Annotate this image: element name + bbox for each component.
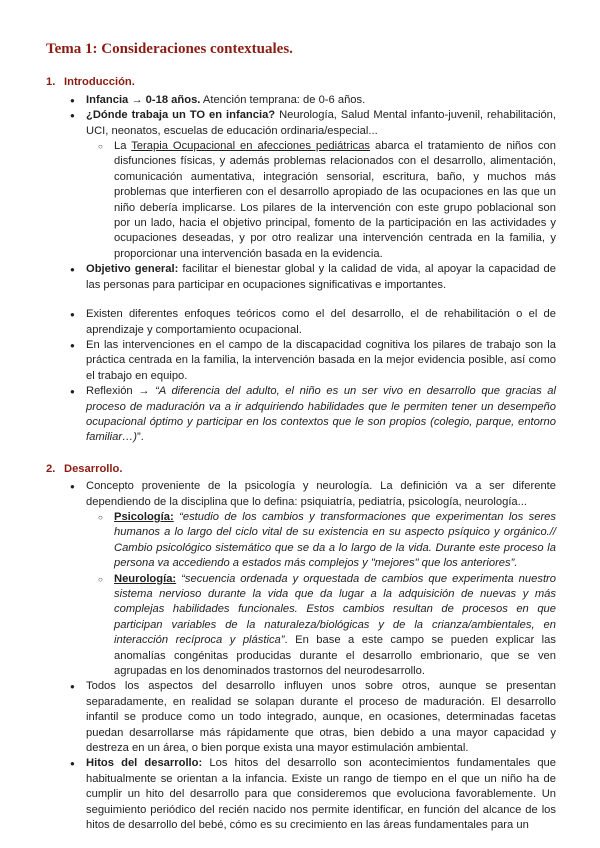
section-title: Desarrollo. bbox=[64, 462, 123, 475]
sublist-disciplinas bbox=[114, 510, 556, 679]
section-heading-desarrollo bbox=[46, 462, 556, 477]
sublist-item-psicologia: ○ Psicología: “estudio de los cambios y transformaciones que experimentan los seres humanos a lo largo del ciclo vital de su existencia en su aspecto psíquico y orgánico.// Cambio psicológico sistemático que se da a lo largo de la vida. Durante este proceso la persona va accediendo a estados más complejos y "mejores" que los anteriores”. bbox=[114, 510, 556, 572]
list-item-objetivo: ● Objetivo general: facilitar el bienestar global y la calidad de vida, al apoyar la capacidad de las personas para participar en ocupaciones significativas e importantes. bbox=[86, 262, 556, 293]
introduccion-list-2 bbox=[86, 307, 556, 446]
list-item-reflexion: ● Reflexión → “A diferencia del adulto, el niño es un ser vivo en desarrollo que gracias al proceso de maduración va a ir adquiriendo habilidades que le permiten tener un desempeño ocupacional óptimo y participar en los contextos que le son propios (colegio, parque, entorno familiar…)”. bbox=[86, 384, 556, 446]
spacer bbox=[46, 293, 556, 307]
list-item-aspectos: ● Todos los aspectos del desarrollo influyen unos sobre otros, aunque se presentan separadamente, en realidad se solapan durante el proceso de maduración. El desarrollo infantil se produce como un todo integrado, aunque, en ocasiones, determinadas facetas puedan desarrollarse más rápidamente que otras, bien debido a una mayor capacidad y destreza en un área, o bien porque exista una mayor estimulación ambiental. bbox=[86, 679, 556, 756]
section-number: 1. bbox=[46, 76, 56, 89]
desarrollo-list bbox=[86, 479, 556, 833]
list-item-concepto: ● Concepto proveniente de la psicología y neurología. La definición va a ser diferente dependiendo de la disciplina que lo defina: psiquiatría, pediatría, psicología, neurología... ○ Psicología: “estudio de los cambios y transformaciones que experimentan los seres humanos a lo largo del ciclo vital de su existencia en su aspecto psíquico y orgánico.// Cambio psicológico sistemático que se da a lo largo de la vida. Durante este proceso la persona va accediendo a estados más complejos y "mejores" que los anteriores”. ○ Neurología: “secuencia ordenada y orquestada de cambios que experimenta nuestro sistema nervioso durante la vida que da lugar a la adquisición de nuevas y más complejas habilidades funcionales. Estos cambios resultan de procesos en que participan variables de la naturaleza/biológicas y de la crianza/ambientales, en interacción recíproca y plástica”. En base a este campo se pueden explicar las anomalías congénitas producidas durante el desarrollo embrionario, que se ven agrupadas en los denominados trastornos del neurodesarrollo. bbox=[86, 479, 556, 679]
section-title: Introducción. bbox=[64, 76, 135, 89]
sublist-item-terapia: ○ La Terapia Ocupacional en afecciones pediátricas abarca el tratamiento de niños con disfunciones físicas, y además problemas relacionados con el desarrollo, alimentación, comunicación aumentativa, integración sensorial, escritura, baño, y muchos más problemas que interfieren con el desarrollo apropiado de las ocupaciones en las que un niño debería implicarse. Los pilares de la intervención con este grupo poblacional son por un lado, hacia el objetivo principal, fomento de la participación en las actividades y ocupaciones deseadas, y por otro realizar una intervención centrada en la familia, y proporcionar una intervención basada en la evidencia. bbox=[114, 139, 556, 262]
sublist-terapia bbox=[114, 139, 556, 262]
list-item-discapacidad: ● En las intervenciones en el campo de la discapacidad cognitiva los pilares de trabajo son la práctica centrada en la familia, la intervención basada en la mejor evidencia posible, así como el trabajo en equipo. bbox=[86, 338, 556, 384]
list-item-enfoques: ● Existen diferentes enfoques teóricos como el del desarrollo, el de rehabilitación o el de aprendizaje y comportamiento ocupacional. bbox=[86, 307, 556, 338]
document-title: Tema 1: Consideraciones contextuales. bbox=[46, 41, 293, 57]
section-number: 2. bbox=[46, 462, 56, 475]
list-item-hitos: ● Hitos del desarrollo: Los hitos del desarrollo son acontecimientos fundamentales que habitualmente se orientan a la infancia. Existe un rango de tiempo en el que un niño ha de cumplir un hito del desarrollo para que consideremos que evoluciona favorablemente. Un seguimiento periódico del recién nacido nos permite identificar, en función del alcance de los hitos de desarrollo del bebé, cómo es su crecimiento en las áreas fundamentales para un bbox=[86, 756, 556, 833]
list-item-donde-trabaja: ● ¿Dónde trabaja un TO en infancia? Neurología, Salud Mental infanto-juvenil, rehabilitación, UCI, neonatos, escuelas de educación ordinaria/especial... ○ La Terapia Ocupacional en afecciones pediátricas abarca el tratamiento de niños con disfunciones físicas, y además problemas relacionados con el desarrollo, alimentación, comunicación aumentativa, integración sensorial, escritura, baño, y muchos más problemas que interfieren con el desarrollo apropiado de las ocupaciones en las que un niño debería implicarse. Los pilares de la intervención con este grupo poblacional son por un lado, hacia el objetivo principal, fomento de la participación en las actividades y ocupaciones deseadas, y por otro realizar una intervención centrada en la familia, y proporcionar una intervención basada en la evidencia. bbox=[86, 108, 556, 262]
sublist-item-neurologia: ○ Neurología: “secuencia ordenada y orquestada de cambios que experimenta nuestro sistema nervioso durante la vida que da lugar a la adquisición de nuevas y más complejas habilidades funcionales. Estos cambios resultan de procesos en que participan variables de la naturaleza/biológicas y de la crianza/ambientales, en interacción recíproca y plástica”. En base a este campo se pueden explicar las anomalías congénitas producidas durante el desarrollo embrionario, que se ven agrupadas en los denominados trastornos del neurodesarrollo. bbox=[114, 572, 556, 680]
list-item-infancia: ● Infancia → 0-18 años. Atención temprana: de 0-6 años. bbox=[86, 93, 556, 108]
introduccion-list bbox=[86, 93, 556, 293]
section-heading-introduccion bbox=[46, 75, 556, 90]
